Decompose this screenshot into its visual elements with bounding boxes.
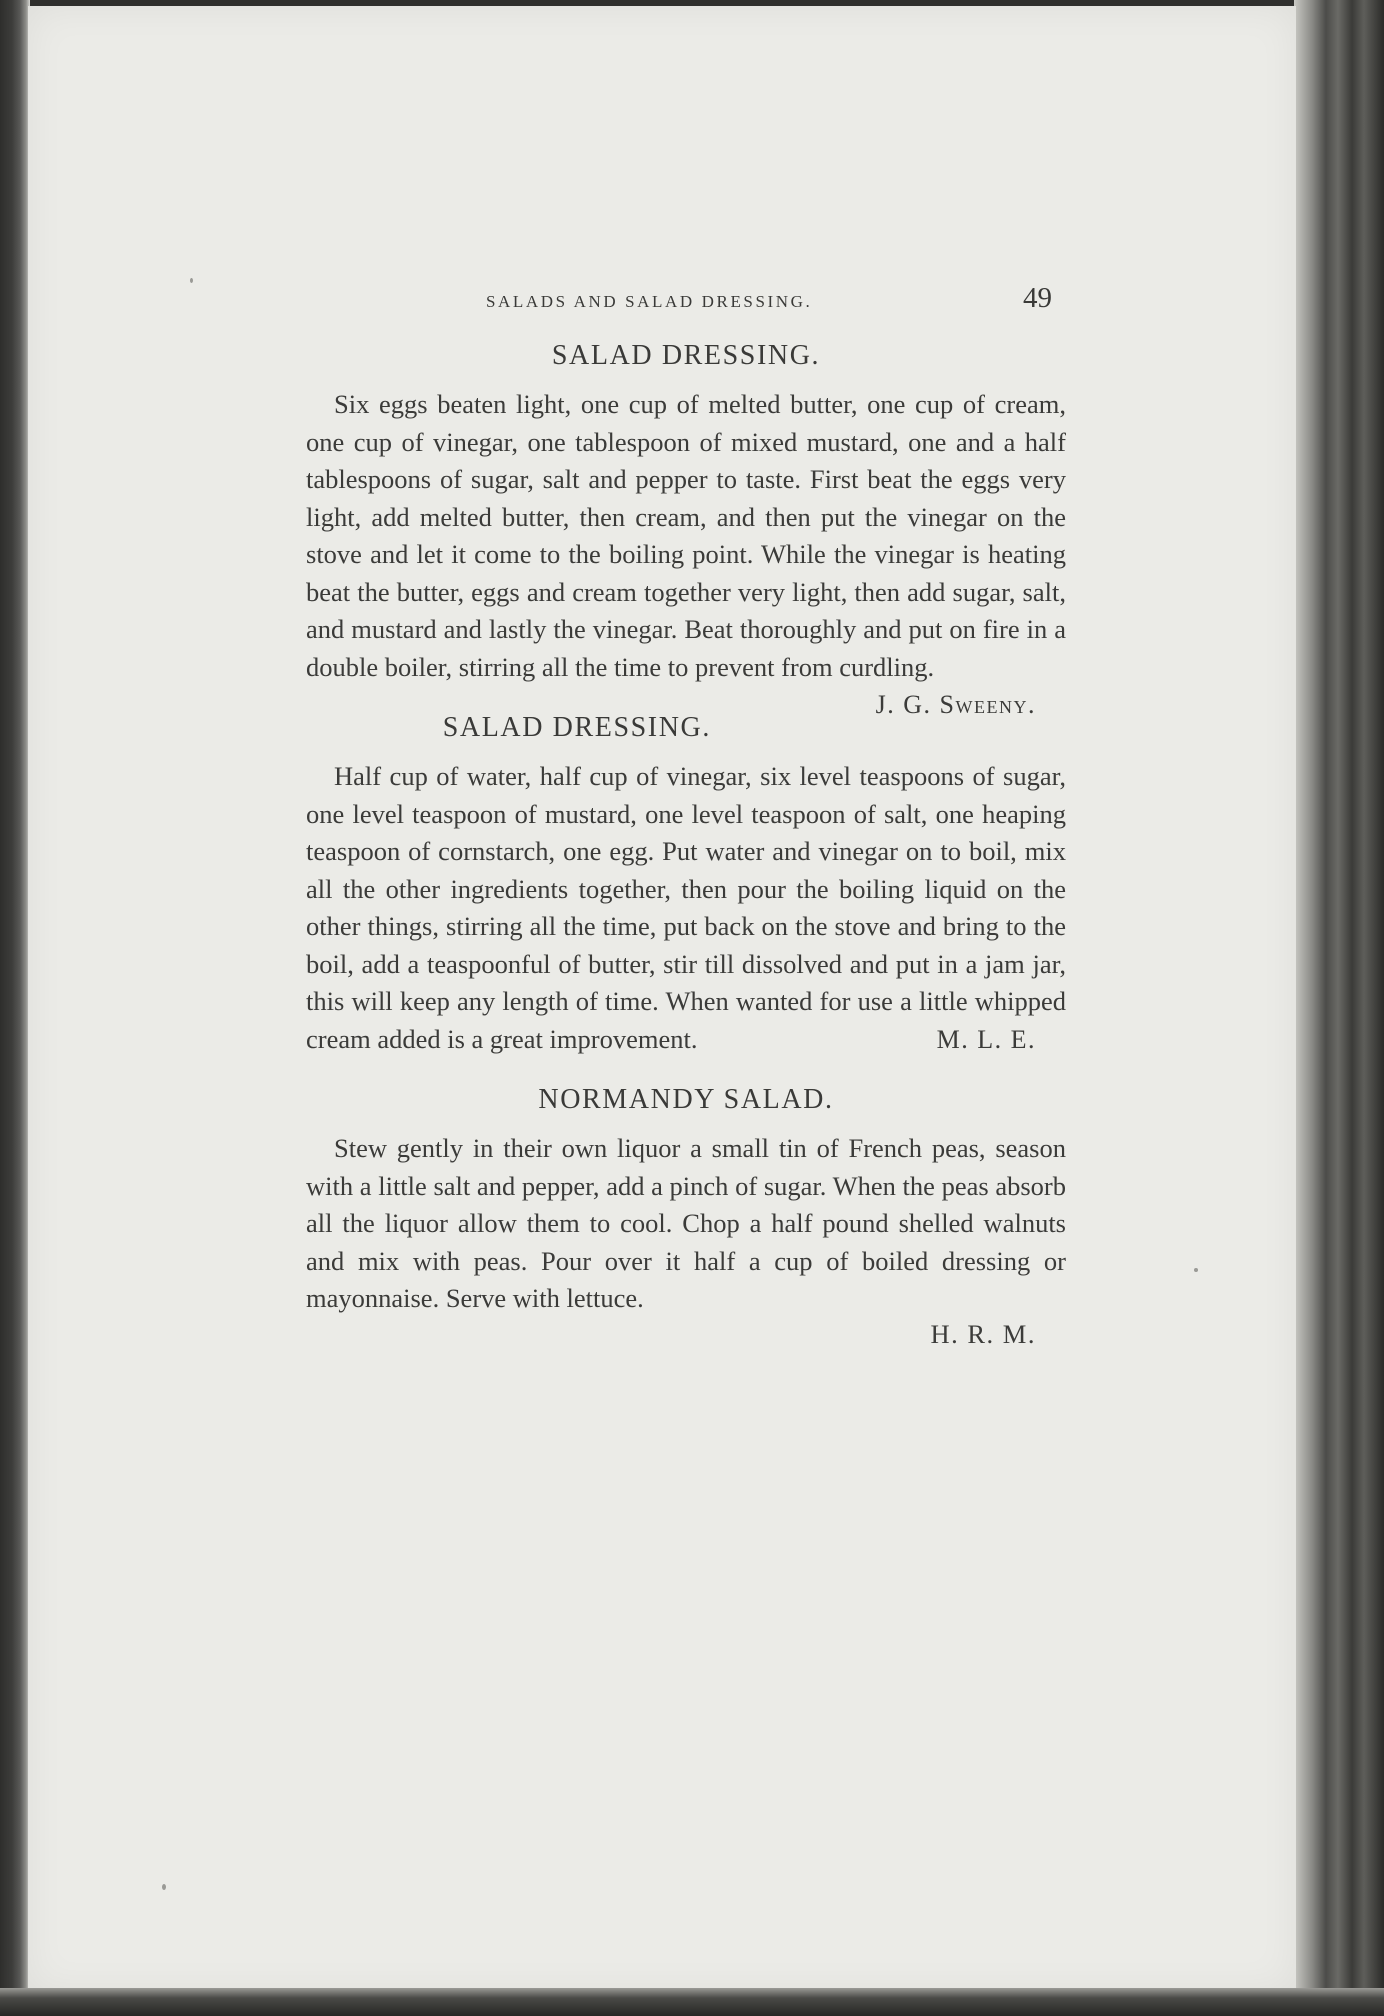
recipe-text: Six eggs beaten light, one cup of melted butter, one cup of cream, one cup of vinegar, one tablespoon of mixed mustard, one and a half tablespoons of sugar, salt and pepper to taste. First beat the eggs very light, add melted butter, then cream, and then put the vinegar on the stove and let it come to the boiling point. While the vinegar is heating beat the butter, eggs and cream together very light, then add sugar, salt, and mustard and lastly the vinegar. Beat thoroughly and put on fire in a double boiler, stirring all the time to prevent from curdling. — [306, 389, 1066, 682]
paper-speck — [1194, 1268, 1198, 1272]
recipe-body: Stew gently in their own liquor a small tin of French peas, season with a little salt and pepper, add a pinch of sugar. When the peas absorb all the liquor allow them to cool. Chop a half pound shelled walnuts and mix with peas. Pour over it half a cup of boiled dressing or mayonnaise. Serve with lettuce. — [306, 1133, 1066, 1313]
running-head — [306, 278, 1066, 330]
recipe-normandy-salad — [306, 1084, 1066, 1352]
recipe-title: SALAD DRESSING. — [551, 340, 821, 371]
recipe-salad-dressing-2 — [306, 712, 1066, 1058]
recipe-text: Half cup of water, half cup of vinegar, six level teaspoons of sugar, one level teaspoon of mustard, one level teaspoon of salt, one heaping teaspoon of cornstarch, one egg. Put water and vinegar on to boil, mix all the other ingredients together, then pour the boiling liquid on the other things, stirring all the time, put back on the stove and bring to the boil, add a teaspoonful of butter, stir till dissolved and put in a jam jar, this will keep any length of time. When wanted for use a little whipped cream added is a great improvement. — [306, 761, 1066, 1054]
scan-bottom-edge — [0, 1988, 1384, 2016]
paper-speck — [190, 278, 193, 283]
recipe-title: SALAD DRESSING. — [442, 712, 711, 743]
recipe-salad-dressing-1 — [306, 340, 1066, 719]
recipe-signature: H. R. M. — [930, 1318, 1036, 1349]
recipe-body — [306, 386, 1066, 719]
book-page — [28, 6, 1296, 1992]
book-page-edges — [1294, 0, 1384, 2016]
page-content — [306, 278, 1066, 1378]
recipe-title: NORMANDY SALAD. — [538, 1084, 834, 1115]
running-head-title: SALADS AND SALAD DRESSING. — [486, 292, 813, 311]
recipe-body — [306, 758, 1066, 1058]
paper-speck — [162, 1884, 166, 1890]
recipe-signature: M. L. E. — [936, 1024, 1036, 1054]
recipe-signature: J. G. Sweeny. — [875, 690, 1036, 719]
book-spine-edge — [0, 0, 30, 2016]
page-number: 49 — [1023, 282, 1052, 314]
